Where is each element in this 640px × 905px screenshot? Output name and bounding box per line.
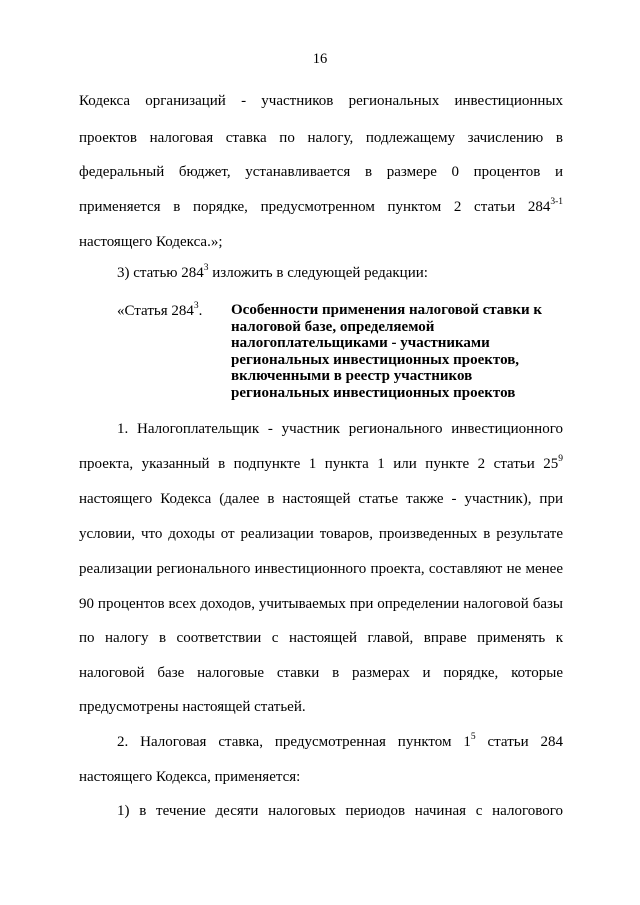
- p1-line-8: налоговой базе налоговые ставки в размерах и порядке, которые: [79, 665, 563, 681]
- p2-line-1: 2. Налоговая ставка, предусмотренная пунктом $1^5$ статьи 284: [117, 732, 563, 750]
- article-label: «Статья $284^3$.: [117, 301, 203, 319]
- superscript: 5: [470, 732, 476, 742]
- intro-line-1: Кодекса организаций - участников региональных инвестиционных: [79, 93, 563, 109]
- article-title-line: налогоплательщиками - участниками: [231, 335, 490, 351]
- superscript: 3: [203, 263, 209, 273]
- p1-line-7: по налогу в соответствии с настоящей главой, вправе применять к: [79, 630, 563, 646]
- intro-line-4: применяется в порядке, предусмотренном пунктом 2 статьи 284$^{3-1}$: [79, 197, 563, 215]
- article-title-line: региональных инвестиционных проектов,: [231, 351, 520, 368]
- intro-line-5: настоящего Кодекса.»;: [79, 234, 223, 250]
- intro-line-2: проектов налоговая ставка по налогу, подлежащему зачислению в: [79, 130, 563, 146]
- article-title: [231, 302, 566, 401]
- p1-line-5: реализации регионального инвестиционного проекта, составляют не менее: [79, 561, 563, 577]
- superscript: 3-1: [550, 197, 563, 207]
- item-3: 3) статью $284^3$ изложить в следующей редакции:: [117, 263, 428, 281]
- p1-line-6: 90 процентов всех доходов, учитываемых при определении налоговой базы: [79, 596, 563, 612]
- p1-line-9: предусмотрены настоящей статьей.: [79, 699, 306, 715]
- article-title-line: налоговой базе, определяемой: [231, 318, 435, 335]
- article-title-line: включенными в реестр участников: [231, 368, 473, 384]
- article-title-line: региональных инвестиционных проектов: [231, 384, 516, 401]
- intro-line-3: федеральный бюджет, устанавливается в размере 0 процентов и: [79, 164, 563, 180]
- p1-line-1: 1. Налогоплательщик - участник регионального инвестиционного: [117, 421, 563, 437]
- p1-line-2: проекта, указанный в подпункте 1 пункта 1 или пункте 2 статьи $25^9$: [79, 454, 563, 472]
- p3-line-1: 1) в течение десяти налоговых периодов начиная с налогового: [117, 803, 563, 819]
- p2-line-2: настоящего Кодекса, применяется:: [79, 769, 301, 785]
- page-number: 16: [312, 51, 328, 67]
- p1-line-3: настоящего Кодекса (далее в настоящей статье также - участник), при: [79, 491, 563, 507]
- superscript: 9: [558, 454, 563, 464]
- p1-line-4: условии, что доходы от реализации товаров, произведенных в результате: [79, 526, 563, 542]
- article-title-line: Особенности применения налоговой ставки к: [231, 302, 543, 318]
- superscript: 3: [193, 301, 199, 311]
